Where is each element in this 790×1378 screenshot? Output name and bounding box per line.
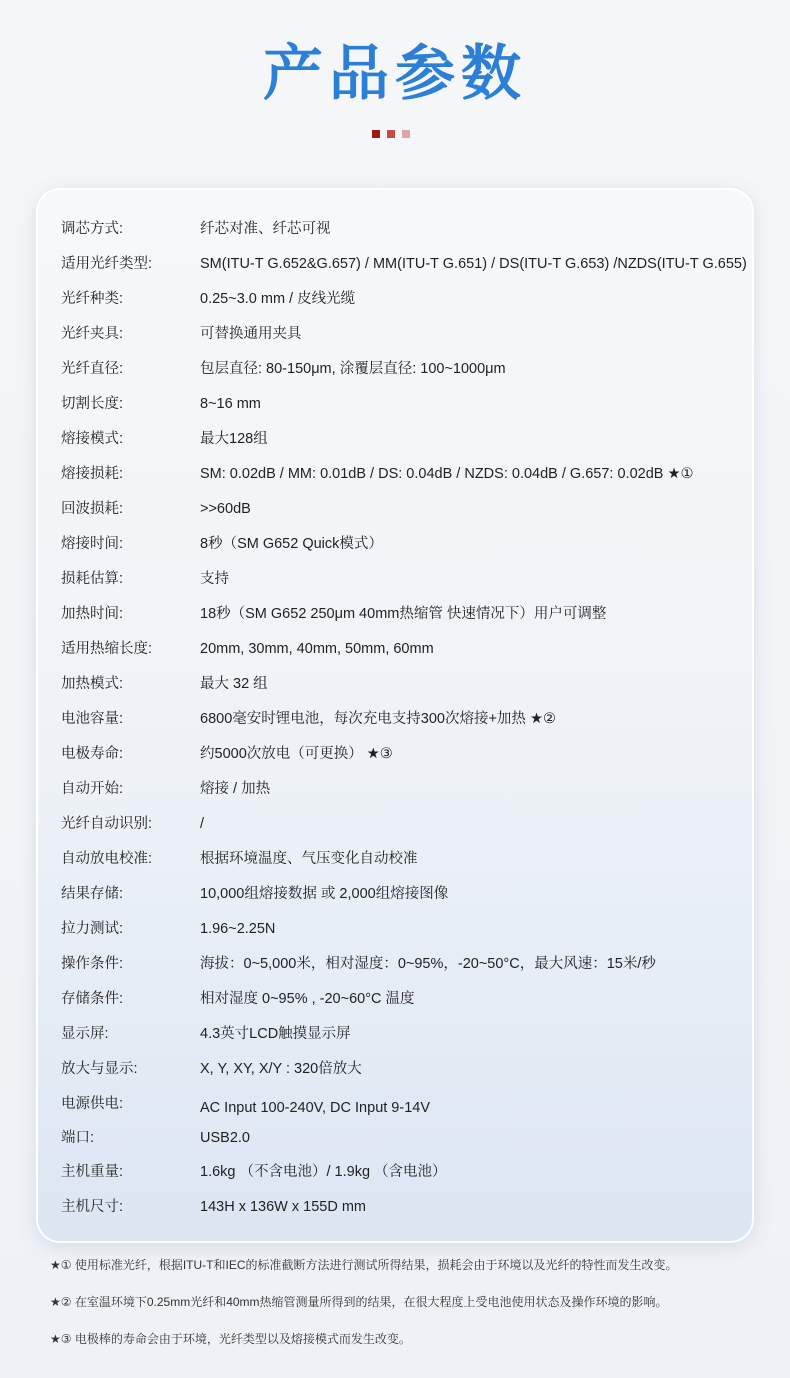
spec-value: 支持 [200, 571, 229, 587]
spec-row [61, 709, 556, 729]
spec-row [61, 814, 204, 834]
spec-value: SM(ITU-T G.652&G.657) / MM(ITU-T G.651) / DS(ITU-T G.653) /NZDS(ITU-T G.655) [200, 256, 747, 272]
page-title: 产品参数 [263, 40, 527, 107]
spec-value: 纤芯对准、纤芯可视 [200, 221, 331, 237]
spec-label: 光纤直径: [61, 361, 124, 377]
spec-value: / [200, 816, 205, 832]
decoration-dot-3 [402, 130, 410, 138]
title-decoration [372, 130, 410, 138]
spec-row [61, 254, 747, 274]
spec-row [61, 1024, 351, 1044]
spec-value: AC Input 100-240V, DC Input 9-14V [200, 1100, 431, 1116]
footnote-3: ★③ 电极棒的寿命会由于环境，光纤类型以及熔接模式而发生改变。 [50, 1332, 411, 1346]
spec-label: 适用热缩长度: [61, 641, 153, 657]
spec-row [61, 744, 393, 764]
spec-row [61, 954, 656, 974]
spec-row [61, 499, 251, 519]
spec-label: 存储条件: [61, 991, 124, 1007]
spec-label: 加热模式: [61, 676, 124, 692]
spec-value: SM: 0.02dB / MM: 0.01dB / DS: 0.04dB / NZDS: 0.04dB / G.657: 0.02dB ★① [200, 466, 694, 482]
spec-row [61, 464, 693, 484]
spec-row [61, 639, 434, 659]
spec-value: 根据环境温度、气压变化自动校准 [200, 851, 418, 867]
spec-label: 调芯方式: [61, 221, 124, 237]
spec-label: 损耗估算: [61, 571, 124, 587]
spec-label: 结果存储: [61, 886, 124, 902]
spec-row [61, 1059, 362, 1079]
spec-label: 端口: [61, 1130, 95, 1146]
spec-row [61, 394, 261, 414]
spec-label: 电池容量: [61, 711, 124, 727]
footnote-2: ★② 在室温环境下0.25mm光纤和40mm热缩管测量所得到的结果，在很大程度上受电池使用状态及操作环境的影响。 [50, 1295, 668, 1309]
spec-label: 光纤夹具: [61, 326, 124, 342]
decoration-dot-2 [387, 130, 395, 138]
spec-row [61, 674, 268, 694]
decoration-dot-1 [372, 130, 380, 138]
spec-value: X, Y, XY, X/Y : 320倍放大 [200, 1061, 362, 1077]
spec-value: USB2.0 [200, 1130, 250, 1146]
spec-value: 海拔：0~5,000米，相对湿度：0~95%，-20~50°C，最大风速：15米/秒 [200, 956, 656, 972]
spec-row [61, 1197, 366, 1217]
spec-label: 显示屏: [61, 1026, 109, 1042]
spec-value: >>60dB [200, 501, 251, 517]
spec-value: 1.96~2.25N [200, 921, 276, 937]
spec-label: 拉力测试: [61, 921, 124, 937]
spec-label: 主机重量: [61, 1164, 124, 1180]
spec-value: 6800毫安时锂电池，每次充电支持300次熔接+加热 ★② [200, 711, 556, 727]
spec-value: 143H x 136W x 155D mm [200, 1199, 367, 1215]
spec-label: 自动开始: [61, 781, 124, 797]
spec-row [61, 604, 606, 624]
spec-value: 4.3英寸LCD触摸显示屏 [200, 1026, 351, 1042]
spec-row [61, 1094, 430, 1118]
spec-row [61, 219, 331, 239]
spec-value: 最大128组 [200, 431, 268, 447]
spec-value: 8~16 mm [200, 396, 261, 412]
spec-label: 操作条件: [61, 956, 124, 972]
footnote-1: ★① 使用标准光纤，根据ITU-T和IEC的标准截断方法进行测试所得结果，损耗会由于环境以及光纤的特性而发生改变。 [50, 1258, 678, 1272]
spec-value: 18秒（SM G652 250μm 40mm热缩管 快速情况下）用户可调整 [200, 606, 607, 622]
spec-value: 包层直径: 80-150μm, 涂覆层直径: 100~1000μm [200, 361, 506, 377]
spec-value: 8秒（SM G652 Quick模式） [200, 536, 383, 552]
spec-label: 主机尺寸: [61, 1199, 124, 1215]
spec-value: 20mm, 30mm, 40mm, 50mm, 60mm [200, 641, 434, 657]
spec-label: 切割长度: [61, 396, 124, 412]
spec-row [61, 884, 448, 904]
spec-row [61, 324, 302, 344]
spec-value: 约5000次放电（可更换） ★③ [200, 746, 393, 762]
spec-row [61, 569, 229, 589]
spec-value: 可替换通用夹具 [200, 326, 302, 342]
spec-label: 回波损耗: [61, 501, 124, 517]
spec-label: 光纤种类: [61, 291, 124, 307]
spec-value: 相对湿度 0~95% , -20~60°C 温度 [200, 991, 415, 1007]
spec-label: 电源供电: [61, 1096, 124, 1112]
spec-value: 10,000组熔接数据 或 2,000组熔接图像 [200, 886, 449, 902]
spec-row [61, 289, 355, 309]
spec-row [61, 849, 418, 869]
spec-row [61, 1162, 447, 1182]
spec-label: 熔接损耗: [61, 466, 124, 482]
spec-row [61, 779, 270, 799]
spec-row [61, 534, 383, 554]
spec-label: 自动放电校准: [61, 851, 153, 867]
spec-row [61, 429, 268, 449]
spec-row [61, 359, 506, 379]
spec-label: 光纤自动识别: [61, 816, 153, 832]
spec-row [61, 919, 275, 939]
spec-label: 适用光纤类型: [61, 256, 153, 272]
spec-label: 电极寿命: [61, 746, 124, 762]
spec-value: 最大 32 组 [200, 676, 268, 692]
spec-value: 熔接 / 加热 [200, 781, 271, 797]
spec-value: 1.6kg （不含电池）/ 1.9kg （含电池） [200, 1164, 447, 1180]
spec-row [61, 1128, 250, 1148]
spec-label: 熔接时间: [61, 536, 124, 552]
spec-label: 放大与显示: [61, 1061, 138, 1077]
spec-label: 熔接模式: [61, 431, 124, 447]
spec-label: 加热时间: [61, 606, 124, 622]
spec-value: 0.25~3.0 mm / 皮线光缆 [200, 291, 356, 307]
spec-row [61, 989, 415, 1009]
